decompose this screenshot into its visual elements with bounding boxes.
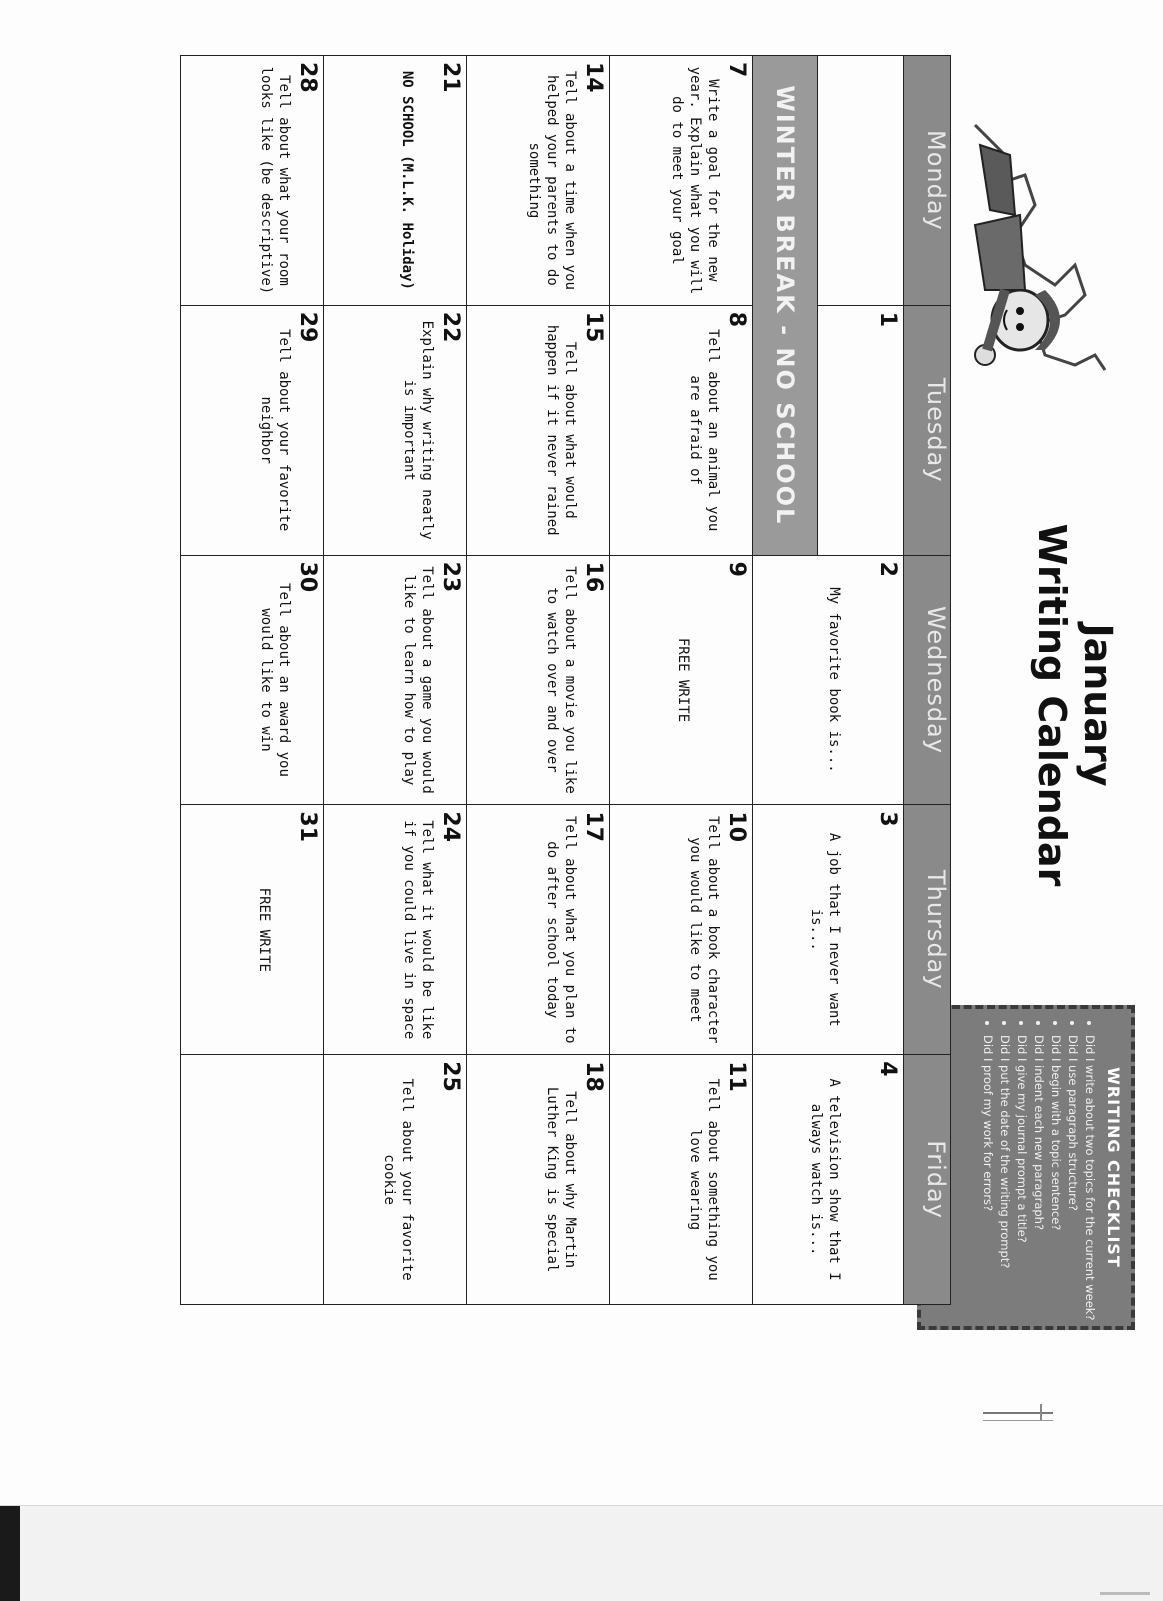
day-cell-empty <box>818 56 904 306</box>
day-number: 28 <box>295 62 320 93</box>
day-number: 10 <box>724 811 749 843</box>
staple-mark <box>1040 1404 1050 1420</box>
day-prompt: Tell about what you plan to do after school today <box>544 816 578 1044</box>
weekday-wednesday: Wednesday <box>904 555 951 805</box>
day-prompt: Tell about something you love wearing <box>687 1078 721 1281</box>
week-row-4 <box>324 56 467 1305</box>
day-number: 18 <box>581 1061 606 1092</box>
day-cell-15 <box>467 305 610 555</box>
checklist-item: • Did I write about two topics for the current week? <box>1081 1035 1098 1316</box>
day-cell-24 <box>324 805 467 1055</box>
day-cell-3 <box>753 805 904 1055</box>
day-prompt: Tell about a time when you helped your parents to do something <box>526 70 578 290</box>
weekday-monday: Monday <box>904 56 951 306</box>
weekday-header-row <box>904 56 951 1305</box>
day-prompt: My favorite book is... <box>826 587 842 773</box>
calendar-header <box>955 55 1135 1345</box>
day-cell-11 <box>610 1055 753 1305</box>
day-cell-21 <box>324 56 467 306</box>
title-month: January <box>1076 623 1120 787</box>
day-prompt: Tell about a game you would like to learn how to play <box>401 566 435 794</box>
day-prompt: Tell about a book character you would like to meet <box>687 816 721 1044</box>
day-cell-empty <box>181 1055 324 1305</box>
day-cell-29 <box>181 305 324 555</box>
scan-artifact <box>1100 1592 1150 1595</box>
day-cell-14 <box>467 56 610 306</box>
weekday-thursday: Thursday <box>904 805 951 1055</box>
day-number: 9 <box>724 561 749 577</box>
week-row-5 <box>181 56 324 1305</box>
day-prompt: FREE WRITE <box>256 887 272 972</box>
page-title <box>1029 475 1121 935</box>
week-row-1 <box>818 56 904 1305</box>
day-number: 31 <box>295 811 320 843</box>
checklist-items <box>979 1019 1098 1321</box>
week-row-2 <box>610 56 753 1305</box>
checklist-item: • Did I proof my work for errors? <box>979 1035 996 1316</box>
day-cell-18 <box>467 1055 610 1305</box>
checklist-item: • Did I indent each new paragraph? <box>1030 1035 1047 1316</box>
day-prompt: Tell what it would be like if you could live in space <box>401 820 435 1040</box>
checklist-heading: WRITING CHECKLIST <box>1104 1067 1123 1268</box>
day-prompt: Tell about what your room looks like (be descriptive) <box>258 66 292 295</box>
day-number: 14 <box>581 62 606 93</box>
day-cell-28 <box>181 56 324 306</box>
day-number: 1 <box>875 311 900 328</box>
day-cell-8 <box>610 305 753 555</box>
day-number: 16 <box>581 561 606 593</box>
day-cell-4 <box>753 1055 904 1305</box>
day-number: 15 <box>581 311 606 343</box>
day-prompt: Tell about your favorite neighbor <box>258 329 292 532</box>
calendar-sheet <box>75 55 1135 1345</box>
day-cell-1 <box>818 305 904 555</box>
day-number: 22 <box>438 311 463 343</box>
day-number: 3 <box>875 811 900 827</box>
day-prompt: NO SCHOOL (M.L.K. Holiday) <box>399 70 415 290</box>
calendar-grid <box>180 55 951 1305</box>
weekday-tuesday: Tuesday <box>904 305 951 555</box>
checklist-item: • Did I put the date of the writing prompt? <box>996 1035 1013 1316</box>
day-number: 23 <box>438 561 463 593</box>
weekday-friday: Friday <box>904 1055 951 1305</box>
day-prompt: Tell about what would happen if it never rained <box>544 324 578 536</box>
day-cell-25 <box>324 1055 467 1305</box>
kid-mascot-icon <box>965 115 1115 375</box>
checklist-item: • Did I begin with a topic sentence? <box>1047 1035 1064 1316</box>
checklist-item: • Did I use paragraph structure? <box>1064 1035 1081 1316</box>
day-cell-10 <box>610 805 753 1055</box>
day-prompt: Tell about your favorite cookie <box>381 1078 415 1281</box>
day-prompt: A television show that I always watch is... <box>808 1078 842 1281</box>
day-number: 29 <box>295 311 320 343</box>
scanner-edge <box>0 1505 1163 1601</box>
day-cell-9 <box>610 555 753 805</box>
day-number: 21 <box>438 62 463 93</box>
day-number: 2 <box>875 561 900 577</box>
day-cell-22 <box>324 305 467 555</box>
day-prompt: Tell about a movie you like to watch over and over <box>544 566 578 794</box>
day-cell-16 <box>467 555 610 805</box>
day-number: 4 <box>875 1061 900 1077</box>
title-subtitle: Writing Calendar <box>1030 523 1074 887</box>
day-number: 7 <box>724 62 749 78</box>
week-row-3 <box>467 56 610 1305</box>
day-prompt: Tell about an award you would like to win <box>258 583 292 777</box>
day-prompt: FREE WRITE <box>675 637 691 723</box>
winter-break-banner: WINTER BREAK - NO SCHOOL <box>753 56 818 556</box>
day-number: 8 <box>724 311 749 328</box>
day-prompt: Tell about why Martin Luther King is special <box>544 1086 578 1273</box>
day-prompt: Write a goal for the new year. Explain what you will do to meet your goal <box>669 66 721 295</box>
day-cell-31 <box>181 805 324 1055</box>
day-prompt: Explain why writing neatly is important <box>401 320 435 540</box>
day-prompt: A job that I never want is... <box>808 832 842 1027</box>
day-number: 11 <box>724 1061 749 1092</box>
day-number: 25 <box>438 1061 463 1092</box>
day-cell-30 <box>181 555 324 805</box>
checklist-item: • Did I give my journal prompt a title? <box>1013 1035 1030 1316</box>
day-number: 30 <box>295 561 320 593</box>
day-cell-7 <box>610 56 753 306</box>
day-prompt: Tell about an animal you are afraid of <box>687 329 721 532</box>
day-cell-17 <box>467 805 610 1055</box>
day-number: 17 <box>581 811 606 843</box>
day-cell-2 <box>753 555 904 805</box>
day-number: 24 <box>438 811 463 843</box>
day-cell-23 <box>324 555 467 805</box>
